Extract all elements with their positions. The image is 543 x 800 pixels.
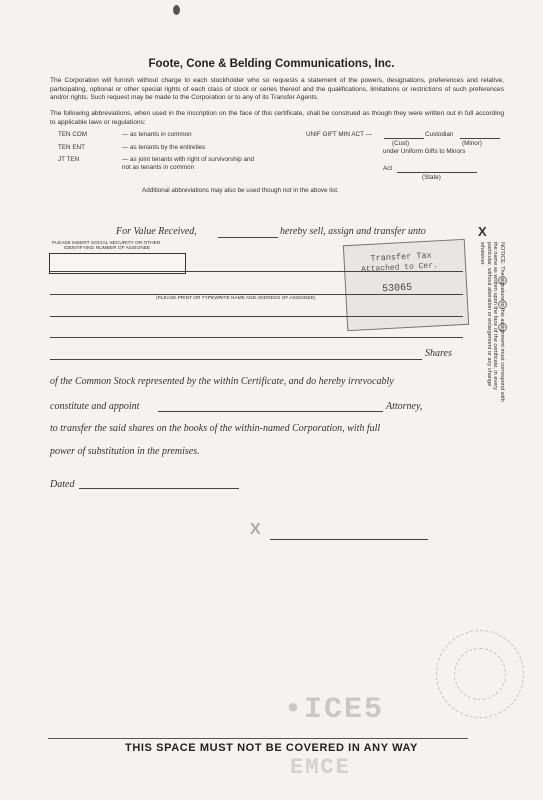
address-line-3 bbox=[50, 337, 463, 338]
under-ugma-label: under Uniform Gifts to Minors bbox=[383, 148, 466, 155]
hereby-transfer-text: hereby sell, assign and transfer unto bbox=[280, 226, 426, 237]
notice-text: NOTICE: The signature to this assignment must correspond with the name as written upon the face of the certificate, in every particular, without alteration or enlargement or any change whatever. bbox=[479, 242, 505, 402]
transfer-tax-stamp bbox=[343, 239, 469, 331]
ssn-label-2: IDENTIFYING NUMBER OF ASSIGNEE bbox=[64, 246, 151, 251]
notice-x-mark: X bbox=[478, 224, 487, 239]
stamp-line-1: Transfer Tax bbox=[370, 250, 432, 264]
common-stock-text: of the Common Stock represented by the within Certificate, and do hereby irrevocably bbox=[50, 376, 394, 387]
stamp-number: 53065 bbox=[381, 282, 413, 296]
act-label: Act bbox=[383, 165, 393, 172]
to-transfer-text: to transfer the said shares on the books of the within-named Corporation, with full bbox=[50, 423, 381, 434]
perforation-number-1: •ICE5 bbox=[284, 693, 385, 727]
state-label: (State) bbox=[422, 174, 441, 181]
perforation-number-2: EMCE bbox=[290, 755, 351, 780]
footer-rule bbox=[48, 738, 468, 739]
assignee-name-line bbox=[50, 271, 463, 272]
assignor-line bbox=[218, 237, 278, 238]
address-line-2 bbox=[50, 316, 463, 317]
minor-line bbox=[460, 138, 500, 139]
company-name: Foote, Cone & Belding Communications, Inc. bbox=[148, 58, 395, 70]
ten-com-meaning: — as tenants in common bbox=[122, 131, 192, 138]
jt-ten-meaning: — as joint tenants with right of survivorship and not as tenants in common bbox=[122, 156, 254, 171]
dated-label: Dated bbox=[50, 479, 75, 490]
punch-hole bbox=[173, 5, 180, 15]
dated-line bbox=[79, 488, 239, 489]
signature-line[interactable] bbox=[270, 539, 428, 540]
ten-ent-abbr: TEN ENT bbox=[58, 144, 85, 151]
statement-paragraph: The Corporation will furnish without charge to each stockholder who so requests a statement of the powers, designations, preferences and relative, participating, optional or other special rights of each class of stock or series thereof and the qualifications, limitations or restrictions of such preferences and/or rights. Such request may be made to the Corporation or to any of its Transfer Agents. bbox=[50, 77, 504, 102]
shares-label: Shares bbox=[425, 348, 452, 359]
ssn-label-1: PLEASE INSERT SOCIAL SECURITY OR OTHER bbox=[52, 241, 161, 246]
attorney-label: Attorney, bbox=[386, 401, 423, 412]
signature-x-mark: X bbox=[250, 521, 261, 538]
embossed-seal-inner bbox=[454, 648, 506, 700]
ten-ent-meaning: — as tenants by the entireties bbox=[122, 144, 206, 151]
custodian-label: Custodian bbox=[425, 131, 454, 138]
jt-ten-abbr: JT TEN bbox=[58, 156, 80, 163]
additional-abbr-note: Additional abbreviations may also be used though not in the above list. bbox=[142, 187, 339, 194]
custodian-line bbox=[384, 138, 424, 139]
act-line bbox=[397, 172, 477, 173]
shares-line bbox=[50, 359, 422, 360]
abbreviations-intro: The following abbreviations, when used in the inscription on the face of this certificate, shall be construed as though they were written out in full according to applicable laws or regulations: bbox=[50, 110, 504, 126]
power-substitution-text: power of substitution in the premises. bbox=[50, 446, 200, 457]
ten-com-abbr: TEN COM bbox=[58, 131, 88, 138]
constitute-appoint-text: constitute and appoint bbox=[50, 401, 140, 412]
for-value-received: For Value Received, bbox=[116, 226, 197, 237]
footer-warning: THIS SPACE MUST NOT BE COVERED IN ANY WAY bbox=[125, 742, 418, 754]
cust-label: (Cust) bbox=[392, 140, 410, 147]
stamp-line-2: Attached to Cer. bbox=[360, 261, 439, 275]
name-address-label: (PLEASE PRINT OR TYPEWRITE NAME AND ADDRESS OF ASSIGNEE) bbox=[156, 296, 316, 301]
assignee-address-line bbox=[50, 294, 463, 295]
minor-label: (Minor) bbox=[462, 140, 482, 147]
attorney-line bbox=[158, 411, 383, 412]
unif-gift-label: UNIF GIFT MIN ACT — bbox=[306, 131, 372, 138]
